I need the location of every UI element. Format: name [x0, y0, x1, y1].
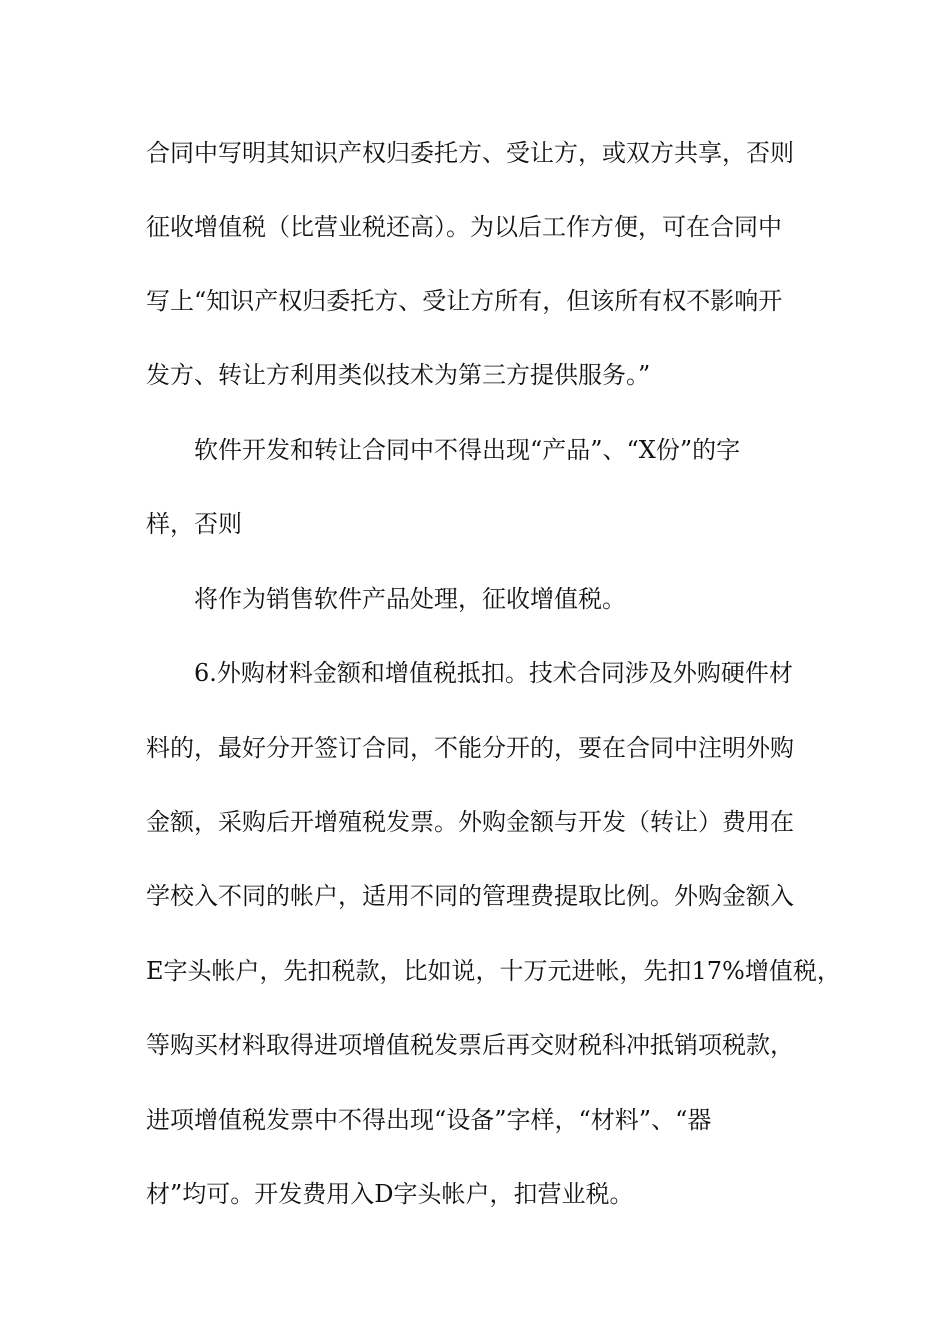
text-line: 进项增值税发票中不得出现“设备”字样，“材料”、“器 [146, 1106, 712, 1134]
text-line: 征收增值税（比营业税还高）。为以后工作方便，可在合同中 [146, 213, 782, 241]
text-line: 料的，最好分开签订合同，不能分开的，要在合同中注明外购 [146, 734, 794, 762]
text-line: 学校入不同的帐户，适用不同的管理费提取比例。外购金额入 [146, 882, 794, 910]
text-line: 发方、转让方利用类似技术为第三方提供服务。” [146, 361, 651, 389]
paragraph-start-line: 将作为销售软件产品处理，征收增值税。 [194, 585, 626, 613]
text-line: 材”均可。开发费用入D字头帐户，扣营业税。 [146, 1180, 634, 1208]
paragraph-start-line: 软件开发和转让合同中不得出现“产品”、“X份”的字 [194, 436, 741, 464]
text-line: 等购买材料取得进项增值税发票后再交财税科冲抵销项税款， [146, 1031, 794, 1059]
text-line: 样，否则 [146, 510, 242, 538]
text-line: 合同中写明其知识产权归委托方、受让方，或双方共享，否则 [146, 139, 794, 167]
text-line: 写上“知识产权归委托方、受让方所有，但该所有权不影响开 [146, 287, 783, 315]
text-line: E字头帐户，先扣税款，比如说，十万元进帐，先扣17%增值税， [146, 957, 841, 985]
text-line: 金额，采购后开增殖税发票。外购金额与开发（转让）费用在 [146, 808, 794, 836]
paragraph-start-line: 6.外购材料金额和增值税抵扣。技术合同涉及外购硬件材 [194, 659, 793, 687]
